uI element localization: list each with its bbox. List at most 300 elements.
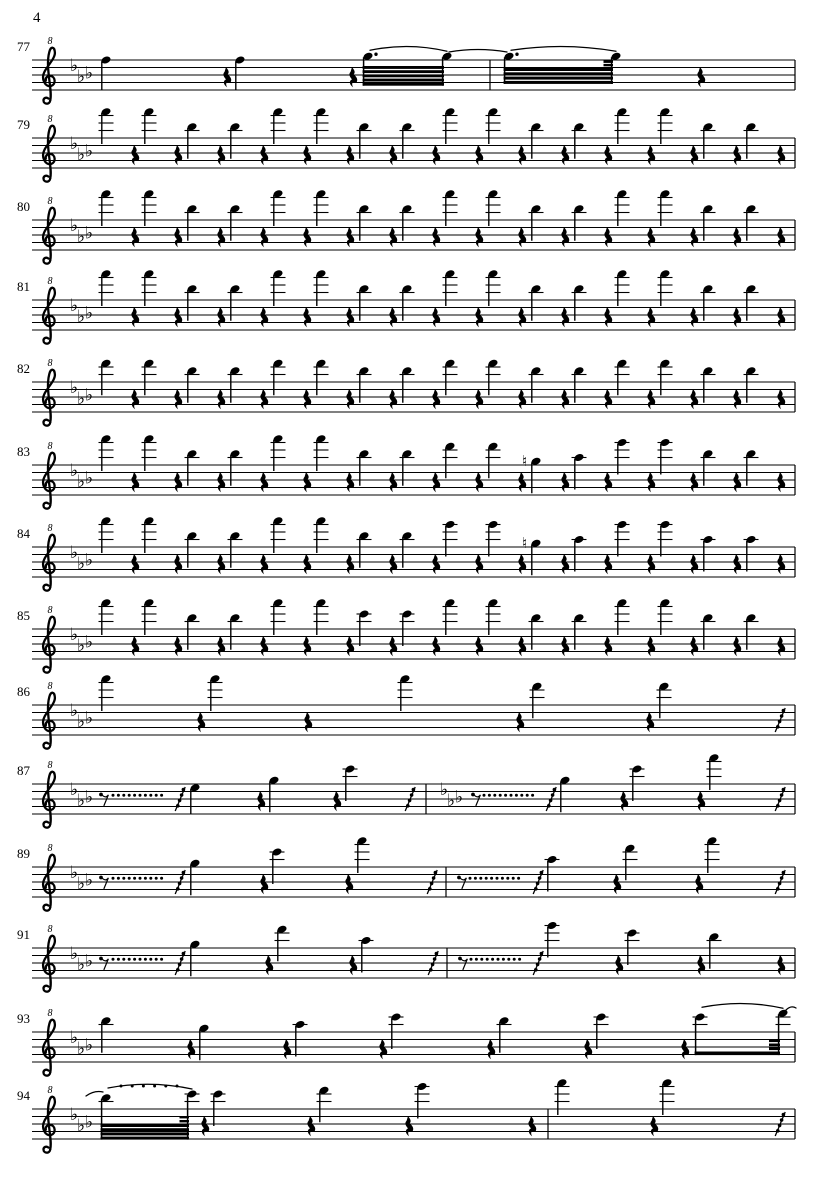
- quarter-rest: [131, 636, 139, 656]
- rest-hook: [428, 887, 432, 891]
- eighth-rest-stroke: [103, 878, 109, 889]
- quarter-rest: [379, 1039, 387, 1059]
- dot: [486, 958, 489, 961]
- clef-stroke: [43, 1097, 55, 1150]
- dot: [160, 958, 163, 961]
- quarter-rest: [174, 307, 182, 327]
- dot: [122, 877, 125, 880]
- tremolo-group: [503, 46, 621, 83]
- clef-ball: [43, 1147, 50, 1153]
- quarter-rest: [561, 227, 569, 247]
- treble-clef-icon: [43, 196, 55, 264]
- quarter-rest: [217, 145, 225, 165]
- dots-row: [483, 794, 535, 797]
- quarter-rest: [389, 227, 397, 247]
- note: [357, 609, 372, 646]
- quarter-rest: [604, 636, 612, 656]
- clef-stroke: [43, 772, 55, 825]
- quarter-rest: [620, 791, 628, 811]
- quarter-rest: [174, 636, 182, 656]
- dot: [112, 794, 115, 797]
- dot: [112, 958, 115, 961]
- rest-hook: [178, 882, 182, 886]
- quarter-rest: [690, 227, 698, 247]
- octave-8-label: 8: [47, 196, 53, 207]
- quarter-rest: [283, 1039, 291, 1059]
- clef-stroke: [43, 208, 55, 261]
- eighth-rest-stroke: [475, 795, 481, 806]
- octave-8-label: 8: [47, 114, 53, 125]
- quarter-rest: [131, 389, 139, 409]
- flat-sign: ♭: [77, 389, 86, 410]
- rest-hook: [547, 804, 551, 808]
- note: [615, 438, 630, 475]
- quarter-rest: [174, 472, 182, 492]
- flat-sign: ♭: [77, 955, 86, 976]
- rest-hook: [431, 963, 435, 967]
- flat-sign: ♭: [77, 791, 86, 812]
- quarter-rest: [647, 472, 655, 492]
- quarter-rest: [345, 874, 353, 894]
- quarter-rest: [389, 636, 397, 656]
- rest-hook: [538, 957, 542, 961]
- note: [270, 847, 285, 884]
- quarter-rest: [777, 636, 785, 656]
- quarter-rest: [260, 874, 268, 894]
- quarter-rest: [518, 307, 526, 327]
- tie: [786, 1007, 796, 1010]
- flat-sign: ♭: [70, 215, 79, 236]
- quarter-rest: [346, 636, 354, 656]
- treble-clef-icon: [43, 441, 55, 509]
- quarter-rest: [733, 472, 741, 492]
- rest-hook: [540, 871, 544, 875]
- quarter-rest: [217, 227, 225, 247]
- rest-hook: [778, 720, 782, 724]
- quarter-rest: [432, 554, 440, 574]
- tremolo-beam: [101, 1128, 189, 1131]
- quarter-rest: [333, 791, 341, 811]
- measure-number: 79: [17, 117, 30, 132]
- quarter-rest: [561, 472, 569, 492]
- quarter-rest: [475, 554, 483, 574]
- rest-hook: [782, 1113, 786, 1117]
- flat-sign: ♭: [77, 227, 86, 248]
- quarter-rest: [389, 554, 397, 574]
- measure-number: 89: [17, 846, 30, 861]
- quarter-rest: [260, 554, 268, 574]
- treble-clef-icon: [43, 681, 55, 749]
- rest-hook: [180, 876, 184, 880]
- treble-clef-icon: [43, 1085, 55, 1153]
- rest-hook: [182, 788, 186, 792]
- tremolo-beam: [363, 79, 444, 82]
- dot: [133, 877, 136, 880]
- staff-system-79: [17, 107, 795, 182]
- note: [293, 1020, 308, 1057]
- dot: [144, 794, 147, 797]
- flat-sign: ♭: [85, 550, 94, 571]
- dot: [480, 958, 483, 961]
- quarter-rest: [260, 389, 268, 409]
- quarter-rest: [260, 227, 268, 247]
- quarter-rest: [518, 472, 526, 492]
- tie: [86, 1092, 103, 1097]
- quarter-rest: [131, 472, 139, 492]
- staff-system-85: [17, 598, 795, 673]
- quarter-rest: [690, 636, 698, 656]
- dot: [479, 877, 482, 880]
- dot: [531, 794, 534, 797]
- quarter-rest: [561, 307, 569, 327]
- tremolo-beam: [504, 77, 613, 80]
- flat-sign: ♭: [85, 385, 94, 406]
- flat-sign: ♭: [85, 870, 94, 891]
- clef-stroke: [43, 693, 55, 746]
- clef-stroke: [43, 1020, 55, 1073]
- staff-system-80: [17, 189, 795, 264]
- clef-ball: [43, 420, 50, 426]
- note: [100, 55, 111, 90]
- quarter-rest: [217, 389, 225, 409]
- note: [594, 1012, 609, 1049]
- quarter-rest: [475, 636, 483, 656]
- flat-sign: ♭: [85, 303, 94, 324]
- quarter-rest: [303, 636, 311, 656]
- dot: [506, 877, 509, 880]
- tremolo-group: [362, 46, 452, 85]
- quarter-rest: [528, 1116, 536, 1136]
- clef-ball: [43, 1070, 50, 1076]
- clef-ball: [43, 98, 50, 104]
- flat-sign: ♭: [77, 874, 86, 895]
- dot: [517, 877, 520, 880]
- quarter-rest: [690, 307, 698, 327]
- octave-8-label: 8: [47, 523, 53, 534]
- quarter-rest: [604, 145, 612, 165]
- quarter-rest: [615, 955, 623, 975]
- treble-clef-icon: [43, 523, 55, 591]
- flat-sign: ♭: [70, 377, 79, 398]
- tremolo-beam: [363, 66, 444, 69]
- dot: [491, 958, 494, 961]
- rest-hook: [776, 804, 780, 808]
- flat-sign: ♭: [70, 1104, 79, 1125]
- dot: [497, 958, 500, 961]
- flat-sign: ♭: [70, 133, 79, 154]
- rest-hook: [406, 804, 410, 808]
- dots-row: [470, 958, 522, 961]
- clef-ball: [43, 822, 50, 828]
- quarter-rest: [777, 472, 785, 492]
- tremolo-beam: [363, 70, 444, 73]
- rest-hook: [549, 799, 553, 803]
- dot: [128, 794, 131, 797]
- quarter-rest: [647, 636, 655, 656]
- tremolo-beam: [504, 68, 613, 71]
- dot: [160, 877, 163, 880]
- note: [615, 520, 630, 557]
- quarter-rest: [174, 227, 182, 247]
- quarter-rest: [349, 67, 357, 87]
- flat-sign: ♭: [85, 708, 94, 729]
- dot: [502, 958, 505, 961]
- dot: [122, 794, 125, 797]
- quarter-rest: [432, 227, 440, 247]
- quarter-rest: [346, 145, 354, 165]
- rest-hook: [434, 871, 438, 875]
- rest-hook: [430, 882, 434, 886]
- dot: [149, 794, 152, 797]
- quarter-rest: [604, 389, 612, 409]
- quarter-rest: [131, 145, 139, 165]
- flat-sign: ♭: [70, 700, 79, 721]
- note: [545, 855, 560, 892]
- tremolo-beam: [504, 81, 613, 84]
- quarter-rest: [647, 227, 655, 247]
- quarter-rest: [777, 955, 785, 975]
- octave-8-label: 8: [47, 924, 53, 935]
- tie: [370, 46, 447, 51]
- quarter-rest: [518, 389, 526, 409]
- quarter-rest: [733, 227, 741, 247]
- flat-sign: ♭: [77, 1116, 86, 1137]
- quarter-rest: [777, 227, 785, 247]
- staff-system-81: [17, 269, 795, 344]
- dot: [515, 794, 518, 797]
- quarter-rest: [650, 1116, 658, 1136]
- rest-hook: [780, 793, 784, 797]
- rest-hook: [776, 725, 780, 729]
- rest-hook: [176, 804, 180, 808]
- quarter-rest: [733, 389, 741, 409]
- tie: [511, 46, 616, 51]
- dot: [513, 958, 516, 961]
- flat-sign: ♭: [77, 712, 86, 733]
- flat-sign: ♭: [70, 624, 79, 645]
- quarter-rest: [647, 307, 655, 327]
- quarter-rest: [265, 955, 273, 975]
- clef-stroke: [43, 370, 55, 423]
- measure-number: 85: [17, 608, 30, 623]
- quarter-rest: [561, 636, 569, 656]
- rest-hook: [432, 876, 436, 880]
- dot: [139, 794, 142, 797]
- tremolo-beam: [363, 74, 444, 77]
- flat-sign: ♭: [70, 862, 79, 883]
- quarter-rest: [777, 145, 785, 165]
- dot: [155, 958, 158, 961]
- note: [211, 1089, 226, 1126]
- clef-stroke: [43, 617, 55, 670]
- quarter-rest: [432, 145, 440, 165]
- dot: [496, 877, 499, 880]
- rest-hook: [176, 968, 180, 972]
- flat-sign: ♭: [440, 779, 449, 800]
- flat-sign: ♭: [447, 791, 456, 812]
- dot: [501, 877, 504, 880]
- quarter-rest: [223, 67, 231, 87]
- flat-sign: ♭: [85, 223, 94, 244]
- dot: [117, 794, 120, 797]
- staff-system-86: [17, 674, 795, 749]
- quarter-rest: [260, 472, 268, 492]
- dot: [518, 958, 521, 961]
- quarter-rest: [389, 145, 397, 165]
- dot: [128, 958, 131, 961]
- dot: [160, 794, 163, 797]
- quarter-rest: [690, 389, 698, 409]
- staff-system-77: [17, 36, 795, 104]
- quarter-rest: [217, 307, 225, 327]
- treble-clef-icon: [43, 843, 55, 911]
- rest-hook: [782, 709, 786, 713]
- octave-8-label: 8: [47, 681, 53, 692]
- rest-hook: [540, 952, 544, 956]
- clef-stroke: [43, 855, 55, 908]
- staff-system-89: [17, 836, 795, 911]
- page-number: 4: [33, 10, 41, 26]
- note: [744, 535, 759, 572]
- rest-hook: [178, 799, 182, 803]
- quarter-rest: [346, 389, 354, 409]
- dot: [504, 794, 507, 797]
- treble-clef-icon: [43, 36, 55, 104]
- quarter-rest: [475, 389, 483, 409]
- quarter-rest: [475, 472, 483, 492]
- flat-sign: ♭: [455, 787, 464, 808]
- octave-8-label: 8: [47, 358, 53, 369]
- quarter-rest: [303, 145, 311, 165]
- rest-hook: [429, 968, 433, 972]
- measure-number: 91: [17, 927, 30, 942]
- quarter-rest: [604, 227, 612, 247]
- quarter-rest: [303, 389, 311, 409]
- dot: [483, 794, 486, 797]
- flat-sign: ♭: [85, 63, 94, 84]
- note: [415, 1082, 430, 1119]
- dot: [499, 794, 502, 797]
- measure-number: 77: [17, 39, 30, 54]
- quarter-rest: [346, 307, 354, 327]
- tremolo-beam: [101, 1132, 189, 1135]
- clef-ball: [43, 986, 50, 992]
- tie: [449, 50, 507, 53]
- flat-sign: ♭: [77, 1039, 86, 1060]
- note: [545, 921, 560, 958]
- flat-sign: ♭: [77, 145, 86, 166]
- dots-row: [112, 794, 164, 797]
- dot: [144, 958, 147, 961]
- rest-hook: [180, 957, 184, 961]
- quarter-rest: [349, 955, 357, 975]
- dot: [488, 794, 491, 797]
- quarter-rest: [518, 145, 526, 165]
- quarter-rest: [303, 472, 311, 492]
- tremolo-beam: [101, 1137, 189, 1140]
- rest-hook: [410, 793, 414, 797]
- quarter-rest: [389, 307, 397, 327]
- quarter-rest: [197, 712, 205, 732]
- clef-ball: [43, 905, 50, 911]
- flat-sign: ♭: [70, 55, 79, 76]
- clef-stroke: [43, 535, 55, 588]
- quarter-rest: [690, 472, 698, 492]
- treble-clef-icon: [43, 924, 55, 992]
- clef-stroke: [43, 453, 55, 506]
- flat-sign: ♭: [85, 141, 94, 162]
- note: [701, 535, 716, 572]
- rest-hook: [180, 793, 184, 797]
- clef-ball: [43, 176, 50, 182]
- rest-hook: [553, 788, 557, 792]
- rest-hook: [780, 876, 784, 880]
- tie: [702, 1003, 783, 1008]
- staff-system-84: [17, 516, 795, 591]
- dots-row: [469, 877, 521, 880]
- dots-row: [112, 958, 164, 961]
- note: [572, 535, 587, 572]
- quarter-rest: [131, 554, 139, 574]
- rest-hook: [182, 871, 186, 875]
- quarter-rest: [690, 145, 698, 165]
- quarter-rest: [260, 636, 268, 656]
- quarter-rest: [201, 1116, 209, 1136]
- eighth-rest-stroke: [103, 959, 109, 970]
- staff-system-87: [17, 753, 795, 828]
- eighth-rest-stroke: [103, 795, 109, 806]
- note: [234, 55, 245, 90]
- dot: [474, 877, 477, 880]
- clef-ball: [43, 667, 50, 673]
- quarter-rest: [777, 389, 785, 409]
- eighth-rest-stroke: [462, 959, 468, 970]
- quarter-rest: [260, 145, 268, 165]
- measure-number: 86: [17, 684, 30, 699]
- staff-system-82: [17, 358, 795, 426]
- quarter-rest: [646, 712, 654, 732]
- quarter-rest: [257, 791, 265, 811]
- rest-hook: [534, 968, 538, 972]
- quarter-rest: [131, 227, 139, 247]
- quarter-rest: [733, 636, 741, 656]
- tremolo-beam: [363, 83, 444, 86]
- dot: [117, 958, 120, 961]
- eighth-rest-stroke: [461, 878, 467, 889]
- quarter-rest: [217, 636, 225, 656]
- quarter-rest: [561, 145, 569, 165]
- dot: [139, 958, 142, 961]
- note: [189, 783, 200, 814]
- measure-number: 81: [17, 279, 30, 294]
- staff-system-83: [17, 434, 795, 509]
- dot: [475, 958, 478, 961]
- dot: [469, 877, 472, 880]
- quarter-rest: [475, 307, 483, 327]
- rest-hook: [776, 1129, 780, 1133]
- quarter-rest: [303, 554, 311, 574]
- tremolo-beam: [695, 1052, 780, 1056]
- rest-hook: [435, 952, 439, 956]
- clef-stroke: [43, 936, 55, 989]
- measure-number: 84: [17, 526, 30, 541]
- dot: [117, 877, 120, 880]
- quarter-rest: [561, 389, 569, 409]
- clef-ball: [43, 258, 50, 264]
- quarter-rest: [647, 145, 655, 165]
- quarter-rest: [432, 307, 440, 327]
- treble-clef-icon: [43, 760, 55, 828]
